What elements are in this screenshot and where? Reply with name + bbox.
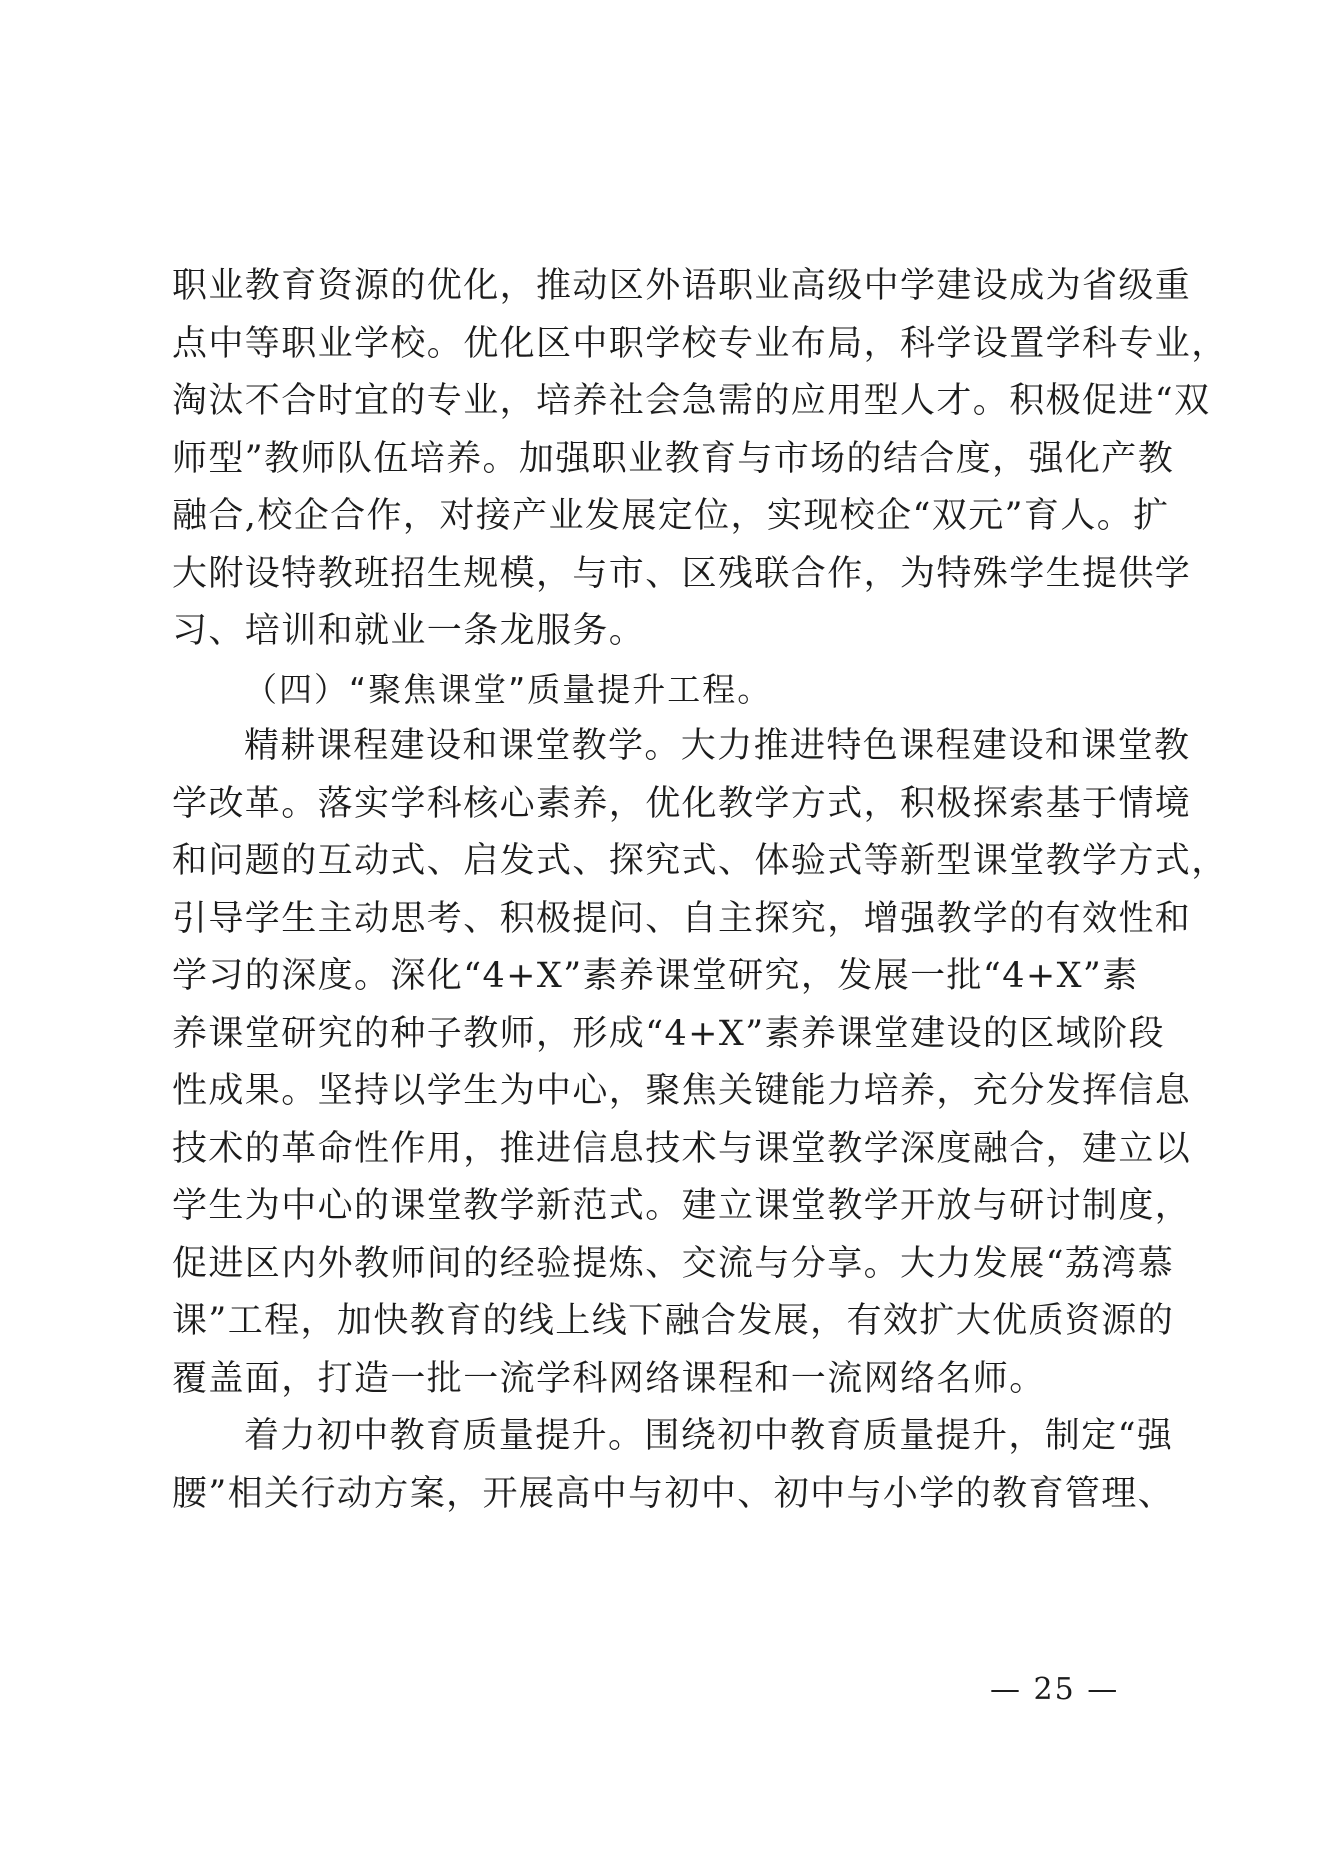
paragraph-line: 课”工程，加快教育的线上线下融合发展，有效扩大优质资源的 — [172, 1301, 1175, 1341]
page-number: — 25 — — [990, 1672, 1120, 1707]
paragraph-line: 点中等职业学校。优化区中职学校专业布局，科学设置学科专业， — [172, 323, 1228, 364]
paragraph-line: 养课堂研究的种子教师，形成“4+X”素养课堂建设的区域阶段 — [172, 1013, 1165, 1054]
paragraph-line: 学习的深度。深化“4+X”素养课堂研究，发展一批“4+X”素 — [172, 956, 1139, 996]
paragraph-line: 促进区内外教师间的经验提炼、交流与分享。大力发展“荔湾慕 — [172, 1243, 1175, 1284]
paragraph-line: 腰”相关行动方案，开展高中与初中、初中与小学的教育管理、 — [172, 1473, 1175, 1514]
paragraph-first-line: 着力初中教育质量提升。围绕初中教育质量提升，制定“强 — [244, 1416, 1174, 1456]
paragraph-line: 融合,校企合作，对接产业发展定位，实现校企“双元”育人。扩 — [172, 496, 1170, 536]
paragraph-line: 性成果。坚持以学生为中心，聚焦关键能力培养，充分发挥信息 — [172, 1071, 1192, 1111]
section-heading: （四）“聚焦课堂”质量提升工程。 — [244, 669, 773, 709]
paragraph-line: 淘汰不合时宜的专业，培养社会急需的应用型人才。积极促进“双 — [172, 381, 1211, 421]
paragraph-line: 和问题的互动式、启发式、探究式、体验式等新型课堂教学方式， — [172, 841, 1228, 881]
paragraph-line: 引导学生主动思考、积极提问、自主探究，增强教学的有效性和 — [172, 898, 1192, 939]
document-body — [172, 258, 1228, 1523]
paragraph-line: 学生为中心的课堂教学新范式。建立课堂教学开放与研讨制度， — [172, 1186, 1192, 1226]
paragraph-first-line: 精耕课程建设和课堂教学。大力推进特色课程建设和课堂教 — [244, 726, 1191, 766]
paragraph-line: 学改革。落实学科核心素养，优化教学方式，积极探索基于情境 — [172, 783, 1192, 824]
paragraph-line: 覆盖面，打造一批一流学科网络课程和一流网络名师。 — [172, 1358, 1046, 1399]
paragraph-line: 职业教育资源的优化，推动区外语职业高级中学建设成为省级重 — [172, 266, 1192, 306]
paragraph-line: 习、培训和就业一条龙服务。 — [172, 611, 646, 651]
paragraph-line: 大附设特教班招生规模，与市、区残联合作，为特殊学生提供学 — [172, 553, 1192, 594]
paragraph-line: 师型”教师队伍培养。加强职业教育与市场的结合度，强化产教 — [172, 438, 1175, 479]
paragraph-line: 技术的革命性作用，推进信息技术与课堂教学深度融合，建立以 — [172, 1128, 1192, 1169]
